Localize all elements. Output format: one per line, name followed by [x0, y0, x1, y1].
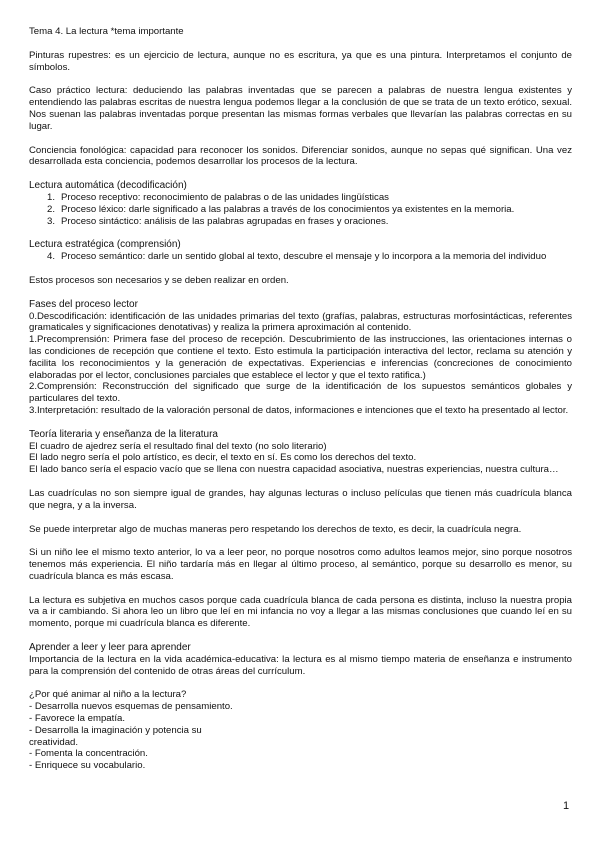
- paragraph-cuadriculas: Las cuadrículas no son siempre igual de grandes, hay algunas lecturas o incluso películas que tienen más cuadrícula blanca que negra, y a la inversa.: [29, 487, 572, 511]
- list-item: creatividad.: [29, 736, 79, 748]
- teoria-line-3: El lado banco sería el espacio vacío que se llena con nuestra capacidad asociativa, nuestras experiencias, nuestra cultura…: [29, 464, 559, 476]
- paragraph-subjetiva: La lectura es subjetiva en muchos casos porque cada cuadrícula blanca de cada persona es distinta, incluso la nuestra propia va a ir cambiando. Si ahora leo un libro que leí en mi infancia no voy a llegar a las mismas conclusiones que cuando leí en su momento, porque mi cuadrícula blanca es diferente.: [29, 594, 572, 630]
- fase-1: 1.Precomprensión: Primera fase del proceso de recepción. Descubrimiento de las instrucciones, las orientaciones internas o las condiciones de recepción que contiene el texto. Esto estimula la participación interactiva del lector, reclama su atención y facilita los reconocimientos y la generación de expectativas. Experiencias e inferencias (concreciones de conocimiento elaboradas por el lector, conclusiones parciales que establece el lector y que el texto ratifica.): [29, 334, 572, 381]
- fase-2: 2.Comprensión: Reconstrucción del significado que surge de la identificación de los supuestos semánticos globales y particulares del texto.: [29, 381, 572, 405]
- heading-lectura-automatica: Lectura automática (decodificación): [29, 180, 187, 192]
- paragraph-conciencia: Conciencia fonológica: capacidad para reconocer los sonidos. Diferenciar sonidos, aunque no sepas qué significan. Una vez desarrollada esta conciencia, podemos desarrollar los procesos de la lectura.: [29, 144, 572, 168]
- heading-aprender: Aprender a leer y leer para aprender: [29, 642, 191, 654]
- list-item: 3. Proceso sintáctico: análisis de las palabras agrupadas en frases y oraciones.: [46, 215, 389, 227]
- paragraph-interpretar: Se puede interpretar algo de muchas maneras pero respetando los derechos de texto, es decir, la cuadrícula negra.: [29, 523, 522, 535]
- paragraph-procesos: Estos procesos son necesarios y se deben realizar en orden.: [29, 274, 289, 286]
- list-item: - Favorece la empatía.: [29, 713, 125, 725]
- list-lectura-estrategica: [29, 251, 572, 263]
- paragraph-nino: Si un niño lee el mismo texto anterior, lo va a leer peor, no porque nosotros como adultos leamos mejor, sino porque nosotros tenemos más experiencia. El niño tardaría más en llegar al último proceso, al semántico, porque su desarrollo es menor, su cuadrícula blanca es más escasa.: [29, 547, 572, 582]
- document-title: Tema 4. La lectura *tema importante: [29, 26, 184, 37]
- paragraph-pinturas: Pinturas rupestres: es un ejercicio de lectura, aunque no es escritura, ya que es una pintura. Interpretamos el conjunto de símbolos.: [29, 49, 572, 73]
- paragraph-caso-practico: Caso práctico lectura: deduciendo las palabras inventadas que se parecen a palabras de nuestra lengua existentes y entendiendo las palabras escritas de nuestra lengua podemos llegar a la conclusión de que se trata de un texto erótico, sexual. Nos suenan las palabras inventadas porque presentan las mismas formas verbales que llevarían las palabras correctas en su lugar.: [29, 85, 572, 132]
- list-item: - Enriquece su vocabulario.: [29, 760, 146, 772]
- fase-0: 0.Descodificación: identificación de las unidades primarias del texto (grafías, palabras, estructuras morfosintácticas, referentes gramaticales y significaciones denotativas) y realiza la primera aproximación al contenido.: [29, 310, 572, 334]
- document-page: [29, 26, 572, 772]
- heading-lectura-estrategica: Lectura estratégica (comprensión): [29, 239, 181, 251]
- paragraph-aprender: Importancia de la lectura en la vida académica-educativa: la lectura es al mismo tiempo materia de enseñanza e instrumento para la comprensión del contenido de otras áreas del currículum.: [29, 653, 572, 677]
- list-item: 2. Proceso léxico: darle significado a las palabras a través de los conocimientos ya existentes en la memoria.: [46, 203, 515, 215]
- teoria-line-2: El lado negro sería el polo artístico, es decir, el texto en sí. Es como los derechos del texto.: [29, 452, 417, 464]
- list-item: - Desarrolla nuevos esquemas de pensamiento.: [29, 701, 233, 713]
- teoria-line-1: El cuadro de ajedrez sería el resultado final del texto (no solo literario): [29, 440, 327, 452]
- list-item: 1. Proceso receptivo: reconocimiento de palabras o de las unidades lingüísticas: [46, 191, 389, 203]
- fase-3: 3.Interpretación: resultado de la valoración personal de datos, informaciones e intenciones que el texto ha presentado al lector.: [29, 404, 569, 416]
- question-animar: ¿Por qué animar al niño a la lectura?: [29, 689, 187, 701]
- list-item: - Fomenta la concentración.: [29, 748, 148, 760]
- heading-fases: Fases del proceso lector: [29, 298, 138, 310]
- list-item: 4. Proceso semántico: darle un sentido global al texto, descubre el mensaje y lo incorpora a la memoria del individuo: [46, 251, 547, 263]
- list-lectura-automatica: [29, 192, 572, 227]
- list-item: - Desarrolla la imaginación y potencia su: [29, 724, 202, 736]
- heading-teoria: Teoría literaria y enseñanza de la literatura: [29, 428, 218, 440]
- page-number: 1: [563, 800, 570, 812]
